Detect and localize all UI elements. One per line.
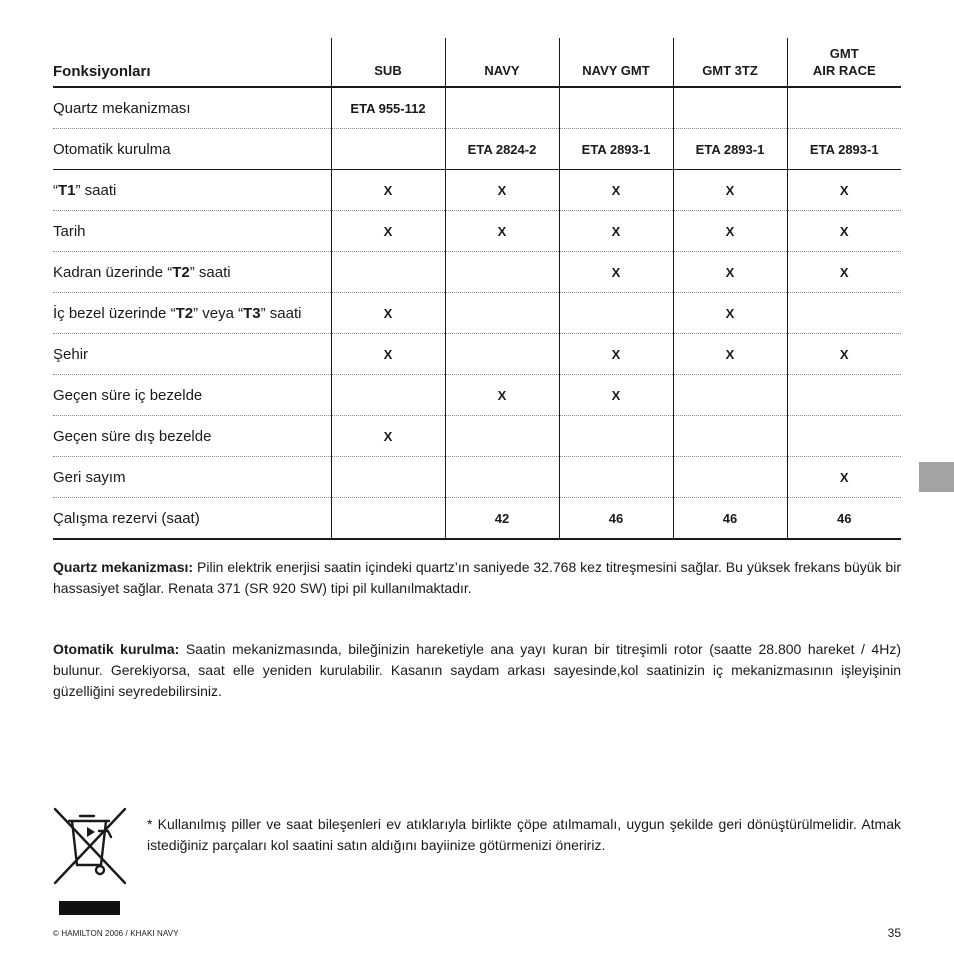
- table-cell: ETA 2893-1: [787, 129, 901, 170]
- table-row: [53, 457, 901, 498]
- table-cell: [559, 416, 673, 457]
- table-row: [53, 170, 901, 211]
- table-cell: [331, 457, 445, 498]
- row-label: Quartz mekanizması: [53, 87, 331, 129]
- table-cell: [331, 498, 445, 540]
- row-label: Tarih: [53, 211, 331, 252]
- table-cell: X: [331, 293, 445, 334]
- table-cell: [445, 87, 559, 129]
- table-cell: ETA 2893-1: [559, 129, 673, 170]
- table-cell: X: [559, 170, 673, 211]
- table-cell: [673, 416, 787, 457]
- table-cell: [673, 375, 787, 416]
- quartz-body: Pilin elektrik enerjisi saatin içindeki quartz’ın saniyede 32.768 kez titreşmesini sağlar. Bu yüksek frekans büyük bir hassasiyet sağlar. Renata 371 (SR 920 SW) tipi pil kullanılmaktadır.: [53, 559, 901, 596]
- table-cell: [331, 252, 445, 293]
- table-cell: X: [787, 334, 901, 375]
- column-header-navy-gmt: NAVY GMT: [559, 38, 673, 87]
- automatic-winding-paragraph: [53, 639, 901, 702]
- table-cell: X: [331, 170, 445, 211]
- table-row: [53, 129, 901, 170]
- row-label: Şehir: [53, 334, 331, 375]
- table-cell: ETA 955-112: [331, 87, 445, 129]
- table-cell: X: [331, 211, 445, 252]
- table-cell: ETA 2893-1: [673, 129, 787, 170]
- table-cell: [331, 129, 445, 170]
- table-cell: X: [787, 457, 901, 498]
- table-cell: 46: [673, 498, 787, 540]
- table-cell: X: [559, 252, 673, 293]
- row-label: Kadran üzerinde “T2” saati: [53, 252, 331, 293]
- automatic-term: Otomatik kurulma:: [53, 641, 180, 657]
- table-cell: X: [445, 170, 559, 211]
- table-row: [53, 498, 901, 540]
- table-cell: X: [331, 334, 445, 375]
- column-header-navy: NAVY: [445, 38, 559, 87]
- table-cell: X: [559, 375, 673, 416]
- column-header-gmt-3tz: GMT 3TZ: [673, 38, 787, 87]
- table-cell: 46: [787, 498, 901, 540]
- automatic-body: Saatin mekanizmasında, bileğinizin hareketiyle ana yayı kuran bir titreşimli rotor (saatte 28.800 hareket / 4Hz) bulunur. Gerekiyorsa, saat elle yeniden kurulabilir. Kasanın saydam arkası sayesinde,kol saatinizin iç mekanizmasının işleyişinin güzelliğini seyredebilirsiniz.: [53, 641, 901, 699]
- table-cell: ETA 2824-2: [445, 129, 559, 170]
- table-cell: X: [445, 375, 559, 416]
- table-cell: X: [445, 211, 559, 252]
- table-cell: [787, 293, 901, 334]
- table-cell: 46: [559, 498, 673, 540]
- table-header-row: [53, 38, 901, 87]
- table-cell: X: [673, 252, 787, 293]
- table-cell: [559, 293, 673, 334]
- table-row: [53, 334, 901, 375]
- quartz-paragraph: [53, 557, 901, 599]
- table-cell: X: [673, 211, 787, 252]
- row-label: Geçen süre dış bezelde: [53, 416, 331, 457]
- table-row: [53, 293, 901, 334]
- table-cell: X: [331, 416, 445, 457]
- row-label: Otomatik kurulma: [53, 129, 331, 170]
- table-cell: [445, 293, 559, 334]
- table-cell: X: [787, 211, 901, 252]
- table-cell: [445, 252, 559, 293]
- row-label: “T1” saati: [53, 170, 331, 211]
- quartz-term: Quartz mekanizması:: [53, 559, 194, 575]
- table-cell: X: [673, 170, 787, 211]
- table-row: [53, 211, 901, 252]
- row-label: Geri sayım: [53, 457, 331, 498]
- table-cell: [673, 457, 787, 498]
- row-label: Geçen süre iç bezelde: [53, 375, 331, 416]
- disposal-note: * Kullanılmış piller ve saat bileşenleri ev atıklarıyla birlikte çöpe atılmamalı, uygun şekilde geri dönüştürülmelidir. Atmak istediğiniz parçaları kol saatini satın aldığını bayiinize götürmenizi öneririz.: [147, 816, 901, 853]
- page-number: 35: [887, 926, 901, 940]
- table-row: [53, 252, 901, 293]
- column-header-functions: Fonksiyonları: [53, 38, 331, 87]
- table-row: [53, 416, 901, 457]
- table-cell: [787, 87, 901, 129]
- table-cell: X: [787, 170, 901, 211]
- table-cell: [445, 334, 559, 375]
- table-cell: X: [559, 334, 673, 375]
- table-cell: [787, 375, 901, 416]
- column-header-sub: SUB: [331, 38, 445, 87]
- table-cell: X: [787, 252, 901, 293]
- table-cell: [445, 457, 559, 498]
- table-cell: [673, 87, 787, 129]
- section-tab-marker: [919, 462, 954, 492]
- table-row: [53, 87, 901, 129]
- functions-table: [53, 38, 901, 540]
- table-row: [53, 375, 901, 416]
- row-label: Çalışma rezervi (saat): [53, 498, 331, 540]
- table-cell: [559, 457, 673, 498]
- table-cell: X: [673, 334, 787, 375]
- table-cell: [331, 375, 445, 416]
- table-cell: X: [673, 293, 787, 334]
- table-cell: 42: [445, 498, 559, 540]
- column-header-gmt-air-race: GMT AIR RACE: [787, 38, 901, 87]
- crossed-out-wheelie-bin-icon: [52, 806, 128, 886]
- table-cell: [787, 416, 901, 457]
- black-bar: [59, 901, 120, 915]
- row-label: İç bezel üzerinde “T2” veya “T3” saati: [53, 293, 331, 334]
- footer-copyright: © HAMILTON 2006 / KHAKI NAVY: [53, 929, 179, 938]
- table-cell: [559, 87, 673, 129]
- table-cell: [445, 416, 559, 457]
- table-cell: X: [559, 211, 673, 252]
